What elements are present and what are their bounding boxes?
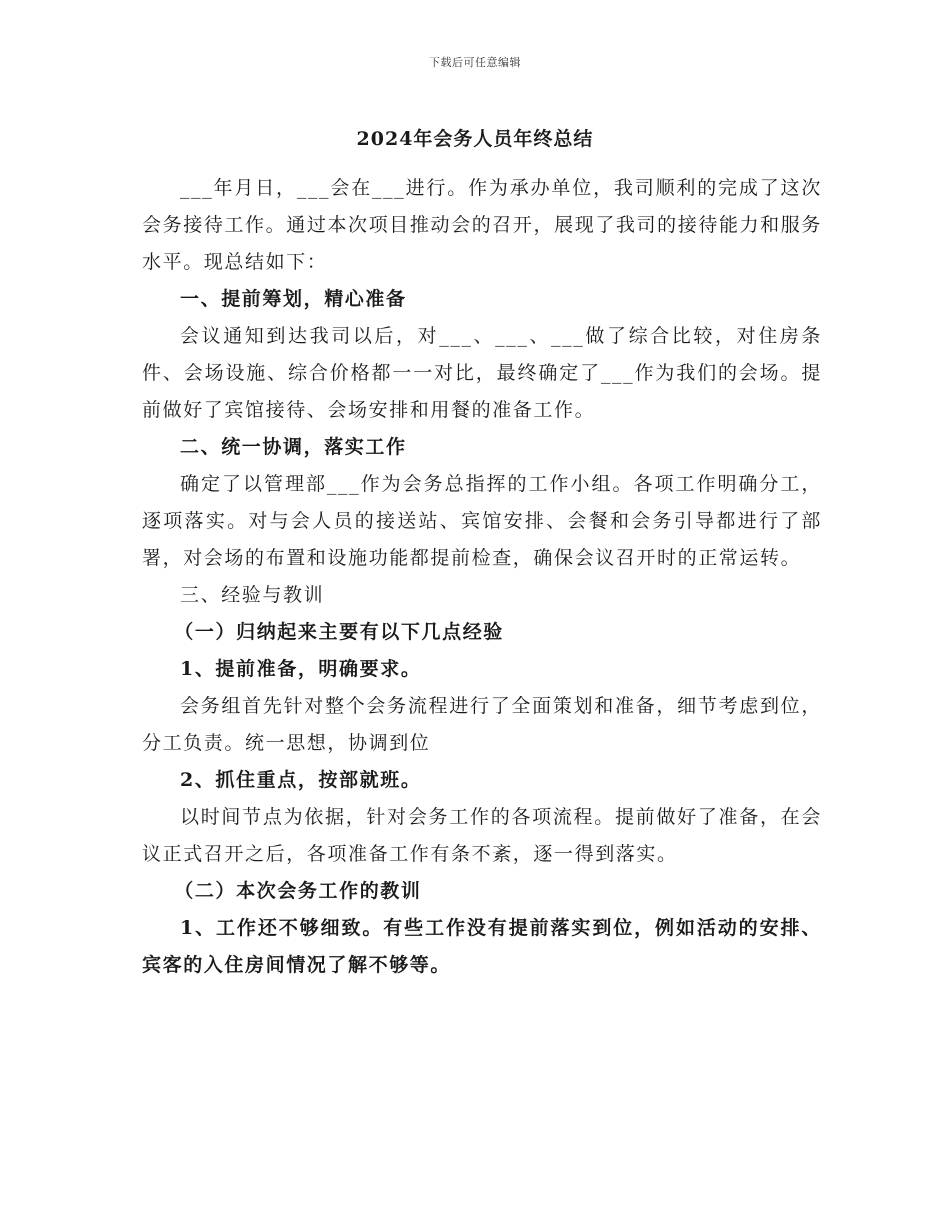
- lesson1-paragraph: 1、工作还不够细致。有些工作没有提前落实到位，例如活动的安排、宾客的入住房间情况了解不够等。: [142, 917, 822, 976]
- document-title: 2024年会务人员年终总结: [356, 128, 594, 150]
- point2-paragraph: 以时间节点为依据，针对会务工作的各项流程。提前做好了准备，在会议正式召开之后，各项准备工作有条不紊，逐一得到落实。: [142, 806, 822, 865]
- point1-heading: 1、提前准备，明确要求。: [180, 658, 422, 680]
- subsection2-heading: （二）本次会务工作的教训: [174, 880, 422, 902]
- section3-heading: 三、经验与教训: [180, 584, 325, 606]
- document-body: [142, 170, 822, 984]
- section2-paragraph: 确定了以管理部___作为会务总指挥的工作小组。各项工作明确分工，逐项落实。对与会人员的接送站、宾馆安排、会餐和会务引导都进行了部署，对会场的布置和设施功能都提前检查，确保会议召开时的正常运转。: [142, 473, 822, 569]
- point1-paragraph: 会务组首先针对整个会务流程进行了全面策划和准备，细节考虑到位，分工负责。统一思想，协调到位: [142, 695, 822, 754]
- section1-heading: 一、提前筹划，精心准备: [180, 288, 407, 310]
- section1-paragraph: 会议通知到达我司以后，对___、___、___做了综合比较，对住房条件、会场设施、综合价格都一一对比，最终确定了___作为我们的会场。提前做好了宾馆接待、会场安排和用餐的准备工作。: [142, 325, 822, 421]
- page-header-note: 下载后可任意编辑: [429, 56, 521, 69]
- subsection1-heading: （一）归纳起来主要有以下几点经验: [174, 621, 504, 643]
- intro-paragraph: ___年月日，___会在___进行。作为承办单位，我司顺利的完成了这次会务接待工作。通过本次项目推动会的召开，展现了我司的接待能力和服务水平。现总结如下：: [142, 177, 822, 273]
- section2-heading: 二、统一协调，落实工作: [180, 436, 407, 458]
- point2-heading: 2、抓住重点，按部就班。: [180, 769, 422, 791]
